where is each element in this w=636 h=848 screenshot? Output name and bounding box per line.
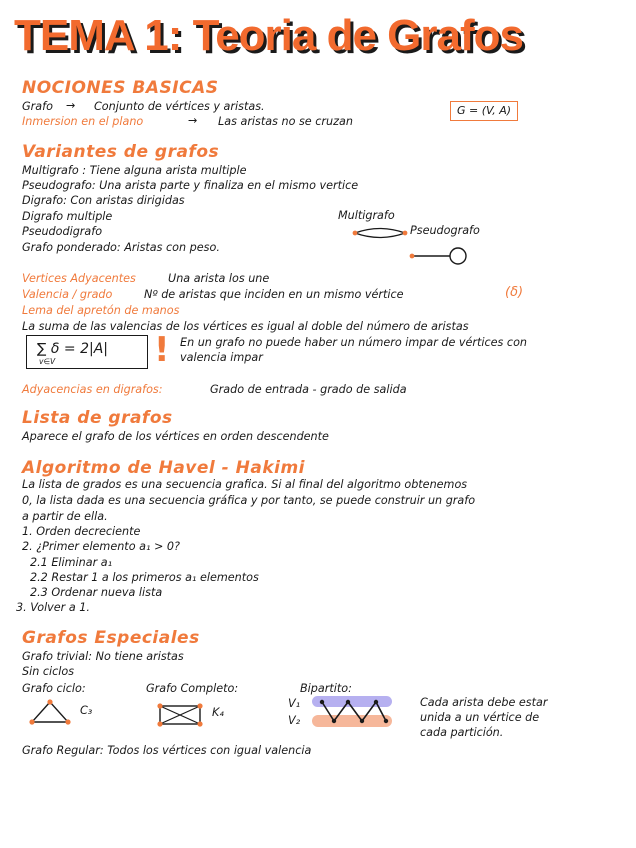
havel-step: 2. ¿Primer elemento a₁ > 0? xyxy=(22,540,180,553)
havel-paragraph-line: 0, la lista dada es una secuencia gráfica y por tanto, se puede construir un grafo xyxy=(22,494,476,507)
variante-line: Multigrafo : Tiene alguna arista multiple xyxy=(22,164,247,177)
adyacentes-label: Vertices Adyacentes xyxy=(22,272,136,285)
sin-ciclos: Sin ciclos xyxy=(22,665,75,678)
pseudograph-icon xyxy=(408,244,472,268)
inmersion-definition: Las aristas no se cruzan xyxy=(218,115,353,128)
adyacencias-label: Adyacencias en digrafos: xyxy=(22,383,163,396)
grafo-ciclo-label: Grafo ciclo: xyxy=(22,682,86,695)
variante-line: Grafo ponderado: Aristas con peso. xyxy=(22,241,220,254)
adyacencias-definition: Grado de entrada - grado de salida xyxy=(210,383,407,396)
havel-step: 2.2 Restar 1 a los primeros a₁ elementos xyxy=(30,571,259,584)
grafo-completo-label: Grafo Completo: xyxy=(146,682,239,695)
multigraph-icon xyxy=(350,224,410,244)
havel-step: 2.1 Eliminar a₁ xyxy=(30,556,113,569)
nociones-heading: NOCIONES BASICAS xyxy=(22,78,219,98)
variante-line: Pseudografo: Una arista parte y finaliza en el mismo vertice xyxy=(22,179,359,192)
bipartite-note-line: cada partición. xyxy=(420,726,504,739)
valencia-note-line: valencia impar xyxy=(180,351,263,364)
valencia-note-line: En un grafo no puede haber un número impar de vértices con xyxy=(180,336,528,349)
multigrafo-label: Multigrafo xyxy=(338,209,395,222)
valencia-label: Valencia / grado xyxy=(22,288,113,301)
cycle-graph-icon xyxy=(28,698,72,726)
sum-formula-box xyxy=(26,335,148,369)
warning-mark: ! xyxy=(154,330,170,370)
variantes-heading: Variantes de grafos xyxy=(22,142,220,162)
havel-paragraph-line: La lista de grados es una secuencia grafica. Si al final del algoritmo obtenemos xyxy=(22,478,468,491)
adyacentes-definition: Una arista los une xyxy=(168,272,270,285)
havel-step: 3. Volver a 1. xyxy=(16,601,90,614)
havel-heading: Algoritmo de Havel - Hakimi xyxy=(22,458,306,478)
sum-subscript: v∈V xyxy=(39,357,56,366)
sum-formula: ∑ δ = 2|A| xyxy=(37,341,108,357)
especiales-heading: Grafos Especiales xyxy=(22,628,200,648)
cycle-subscript: C₃ xyxy=(80,704,93,717)
v2-label: V₂ xyxy=(288,714,301,727)
pseudografo-label: Pseudografo xyxy=(410,224,480,237)
page-title: TEMA 1: Teoria de Grafos xyxy=(14,11,523,60)
valencia-definition: Nº de aristas que inciden en un mismo vértice xyxy=(144,288,404,301)
bipartite-note-line: unida a un vértice de xyxy=(420,711,540,724)
bipartito-label: Bipartito: xyxy=(300,682,352,695)
graph-formula-box: G = (V, A) xyxy=(450,101,518,121)
variante-line: Digrafo: Con aristas dirigidas xyxy=(22,194,185,207)
variante-line: Pseudodigrafo xyxy=(22,225,103,238)
lista-text: Aparece el grafo de los vértices en orden descendente xyxy=(22,430,329,443)
havel-step: 1. Orden decreciente xyxy=(22,525,141,538)
havel-step: 2.3 Ordenar nueva lista xyxy=(30,586,163,599)
grafo-definition: Conjunto de vértices y aristas. xyxy=(94,100,265,113)
grafo-regular: Grafo Regular: Todos los vértices con igual valencia xyxy=(22,744,312,757)
valencia-symbol: (δ) xyxy=(505,285,524,300)
grafo-trivial: Grafo trivial: No tiene aristas xyxy=(22,650,184,663)
complete-subscript: K₄ xyxy=(212,706,224,719)
v1-label: V₁ xyxy=(288,697,301,710)
lema-text: La suma de las valencias de los vértices es igual al doble del número de aristas xyxy=(22,320,469,333)
complete-graph-icon xyxy=(156,702,208,730)
havel-paragraph-line: a partir de ella. xyxy=(22,510,108,523)
lema-label: Lema del apretón de manos xyxy=(22,304,180,317)
arrow-icon: → xyxy=(66,99,76,112)
lista-heading: Lista de grafos xyxy=(22,408,173,428)
bipartite-note-line: Cada arista debe estar xyxy=(420,696,548,709)
arrow-icon: → xyxy=(188,114,198,127)
variante-line: Digrafo multiple xyxy=(22,210,113,223)
inmersion-label: Inmersion en el plano xyxy=(22,115,144,128)
bipartite-graph-icon xyxy=(310,694,394,730)
grafo-label: Grafo xyxy=(22,100,53,113)
